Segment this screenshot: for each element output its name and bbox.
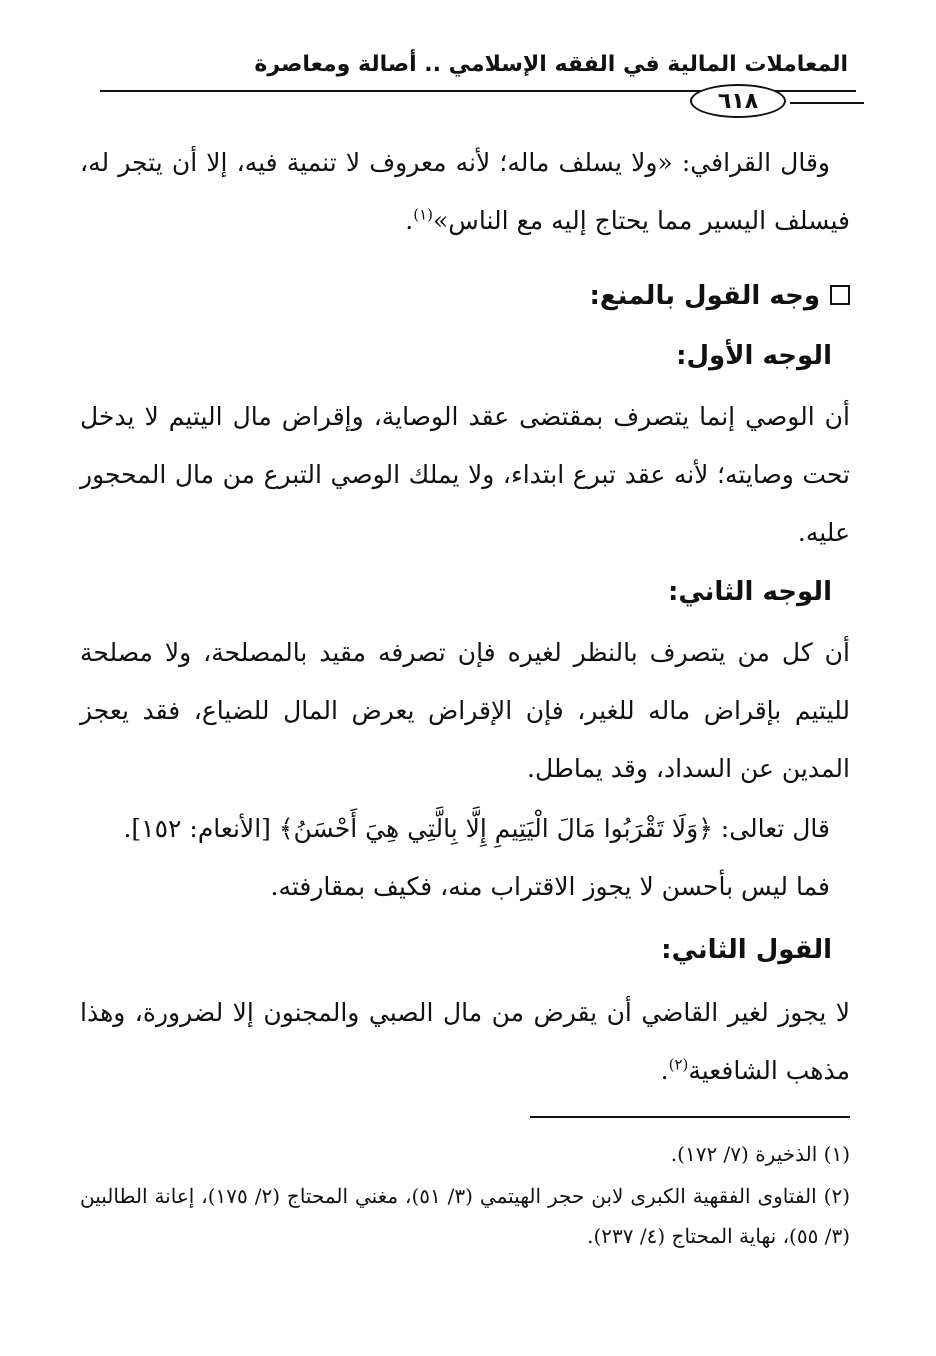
footnote-ref-1[interactable]: (١) [413,205,434,224]
paragraph-conclusion: فما ليس بأحسن لا يجوز الاقتراب منه، فكيف بمقارفته. [270,872,830,901]
paragraph-text: لا يجوز لغير القاضي أن يقرض من مال الصبي والمجنون إلا لضرورة، وهذا مذهب الشافعية [80,998,850,1085]
header-rule-secondary [790,102,864,104]
paragraph-qarafi [80,134,850,250]
footnote-separator [530,1116,850,1118]
paragraph-second-opinion [80,984,850,1100]
page-number: ٦١٨ [690,84,786,118]
section-heading-prohibition [130,276,850,316]
subheading-first-aspect: الوجه الأول: [676,341,832,371]
paragraph-end: . [660,1056,669,1085]
paragraph-second-aspect: أن كل من يتصرف بالنظر لغيره فإن تصرفه مقيد بالمصلحة، ولا مصلحة لليتيم بإقراض ماله للغير، فإن الإقراض يعرض المال للضياع، فقد يعجز المدين عن السداد، وقد يماطل. [80,638,850,783]
footnote-1: (١) الذخيرة (٧/ ١٧٢). [670,1142,850,1166]
running-head-title: المعاملات المالية في الفقه الإسلامي .. أصالة ومعاصرة [254,52,848,77]
quran-quote: قال تعالى: ﴿وَلَا تَقْرَبُوا مَالَ الْيَتِيمِ إِلَّا بِالَّتِي هِيَ أَحْسَنُ﴾ [الأنعام: ١٥٢]. [123,814,830,843]
square-bullet-icon [830,285,850,305]
subheading-second-aspect: الوجه الثاني: [667,577,832,607]
footnote-2: (٢) الفتاوى الفقهية الكبرى لابن حجر الهيتمي (٣/ ٥١)، مغني المحتاج (٢/ ١٧٥)، إعانة الطالبين (٣/ ٥٥)، نهاية المحتاج (٤/ ٢٣٧). [80,1184,850,1248]
paragraph-text: وقال القرافي: «ولا يسلف ماله؛ لأنه معروف لا تنمية فيه، إلا أن يتجر له، فيسلف اليسير مما يحتاج إليه مع الناس» [80,148,850,235]
subheading-second-opinion: القول الثاني: [661,935,832,965]
paragraph-first-aspect: أن الوصي إنما يتصرف بمقتضى عقد الوصاية، وإقراض مال اليتيم لا يدخل تحت وصايته؛ لأنه عقد تبرع ابتداء، ولا يملك الوصي التبرع من مال المحجور عليه. [80,402,850,547]
paragraph-end: . [405,206,414,235]
footnote-ref-2[interactable]: (٢) [668,1055,689,1074]
heading-text: وجه القول بالمنع: [589,281,820,311]
